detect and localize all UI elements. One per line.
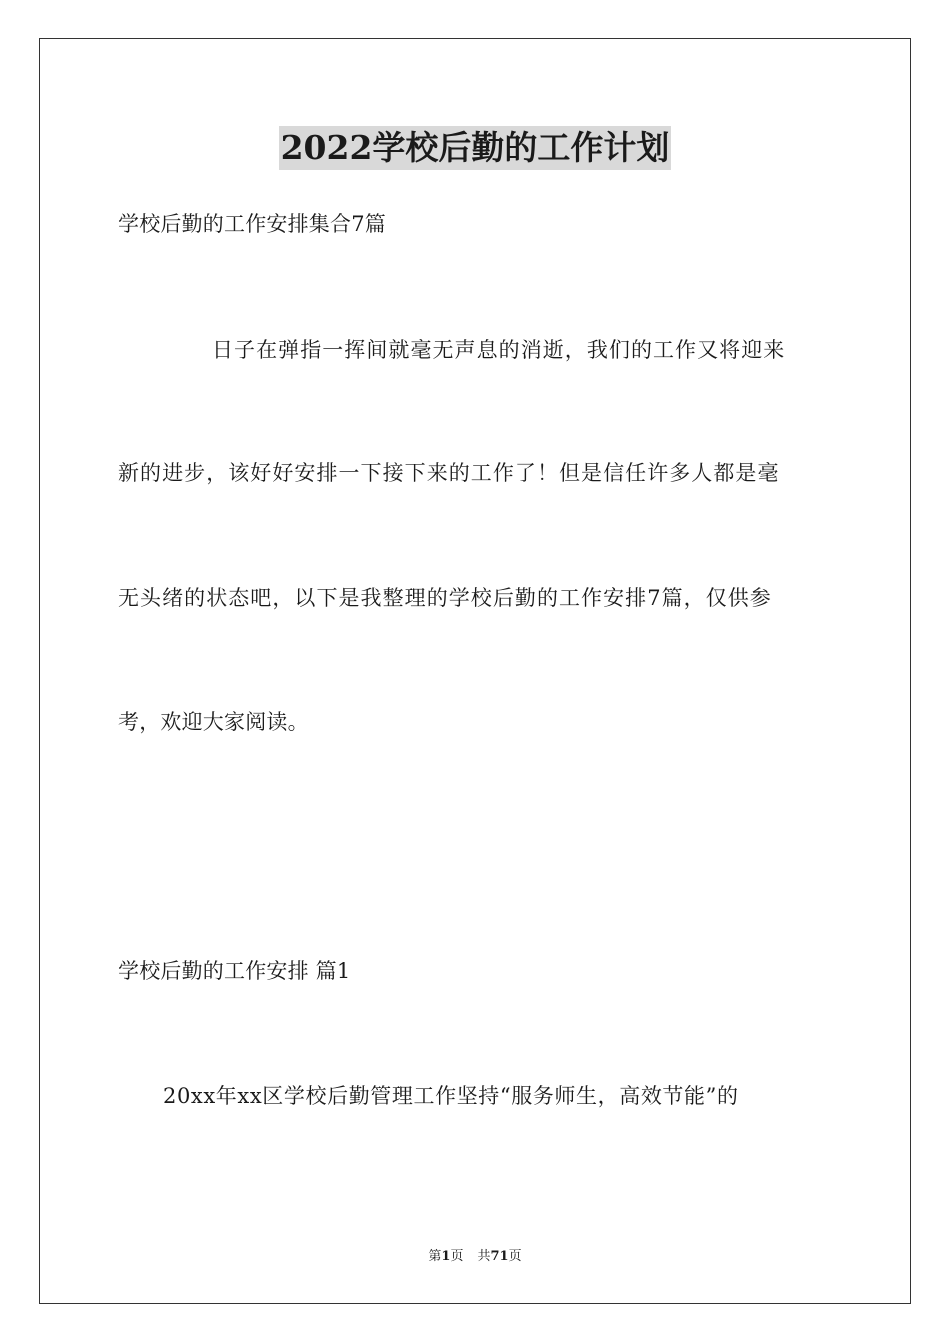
section-heading: 学校后勤的工作安排 篇1 <box>118 959 351 983</box>
page-footer <box>0 1248 950 1266</box>
intro-line-3: 无头绪的状态吧，以下是我整理的学校后勤的工作安排7篇，仅供参 <box>118 586 772 610</box>
footer-page-number: 1 <box>441 1249 451 1264</box>
document-title: 2022学校后勤的工作计划 <box>279 126 672 170</box>
intro-line-2: 新的进步，该好好安排一下接下来的工作了！但是信任许多人都是毫 <box>118 461 780 485</box>
intro-line-4: 考，欢迎大家阅读。 <box>118 710 309 734</box>
footer-total-pages: 71 <box>490 1249 509 1264</box>
footer-page-prefix: 第 <box>428 1249 442 1264</box>
document-subtitle: 学校后勤的工作安排集合7篇 <box>118 212 386 236</box>
intro-line-1: 日子在弹指一挥间就毫无声息的消逝，我们的工作又将迎来 <box>212 338 786 362</box>
footer-total-suffix: 页 <box>508 1249 522 1264</box>
footer-page-suffix: 页 <box>450 1249 464 1264</box>
section-first-line: 20xx年xx区学校后勤管理工作坚持“服务师生，高效节能”的 <box>163 1084 739 1108</box>
title-container <box>0 126 950 170</box>
footer-total-prefix: 共 <box>477 1249 491 1264</box>
